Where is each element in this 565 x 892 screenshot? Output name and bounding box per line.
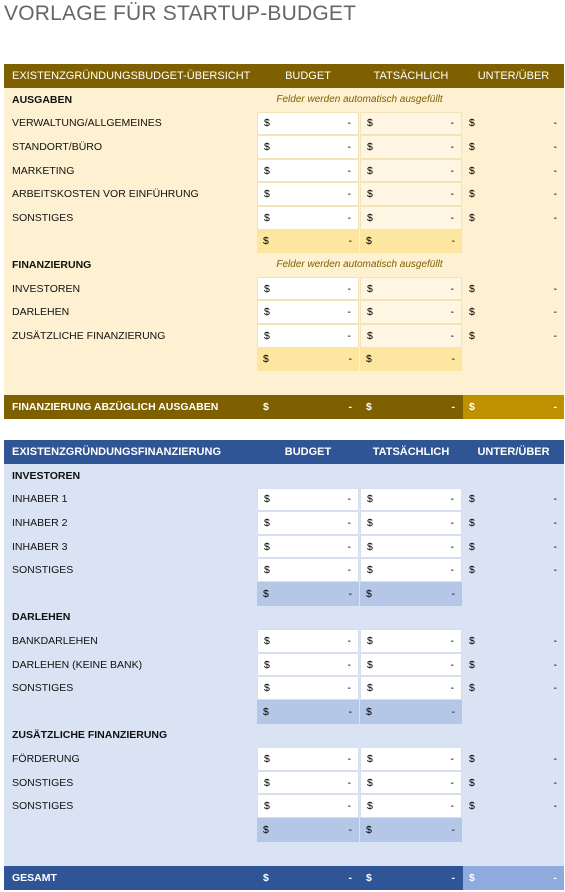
row-label: STANDORT/BÜRO — [12, 140, 103, 153]
actual-cell[interactable]: $ - — [360, 535, 462, 559]
table-row — [4, 794, 564, 818]
financing-heading: FINANZIERUNG — [12, 258, 92, 271]
actual-cell[interactable]: $ - — [360, 771, 462, 795]
budget-cell[interactable]: $ - — [257, 535, 359, 559]
table-row — [4, 535, 564, 559]
table-row — [4, 771, 564, 795]
overview-header-actual: TATSÄCHLICH — [373, 70, 449, 82]
additional-total-row — [4, 818, 564, 842]
actual-cell[interactable]: $ - — [360, 135, 462, 159]
variance-cell: $ - — [469, 117, 557, 130]
row-label: FÖRDERUNG — [12, 752, 80, 765]
budget-cell[interactable]: $ - — [257, 182, 359, 206]
row-label: SONSTIGES — [12, 800, 74, 813]
actual-cell[interactable]: $ - — [360, 558, 462, 582]
actual-cell[interactable]: $ - — [360, 182, 462, 206]
additional-total-budget: $ - — [257, 818, 359, 842]
financing-header-budget: BUDGET — [284, 446, 332, 458]
row-label: SONSTIGES — [12, 776, 74, 789]
overview-header-label: EXISTENZGRÜNDUNGSBUDGET-ÜBERSICHT — [12, 70, 251, 82]
financing-heading-row — [4, 253, 564, 277]
variance-cell: $ - — [469, 564, 557, 577]
expenses-total-row — [4, 230, 564, 254]
financing-header-variance: UNTER/ÜBER — [477, 446, 550, 458]
net-row — [4, 395, 564, 419]
table-row — [4, 112, 564, 136]
row-label: MARKETING — [12, 164, 75, 177]
actual-cell[interactable]: $ - — [360, 747, 462, 771]
variance-cell: $ - — [469, 658, 557, 671]
actual-cell[interactable]: $ - — [360, 629, 462, 653]
table-row — [4, 558, 564, 582]
grand-total-variance: $ - — [463, 866, 564, 890]
loans-heading: DARLEHEN — [12, 611, 71, 624]
table-row — [4, 511, 564, 535]
overview-header-budget: BUDGET — [285, 70, 331, 82]
page-title: VORLAGE FÜR STARTUP-BUDGET — [4, 2, 357, 25]
budget-cell[interactable]: $ - — [257, 112, 359, 136]
variance-cell: $ - — [469, 800, 557, 813]
variance-cell: $ - — [469, 634, 557, 647]
expenses-total-budget: $ - — [257, 230, 359, 254]
row-label: BANKDARLEHEN — [12, 634, 98, 647]
table-row — [4, 182, 564, 206]
financing-header-row — [4, 440, 564, 464]
variance-cell: $ - — [469, 282, 557, 295]
expenses-heading-row — [4, 88, 564, 112]
actual-cell[interactable]: $ - — [360, 794, 462, 818]
budget-cell[interactable]: $ - — [257, 558, 359, 582]
variance-cell: $ - — [469, 164, 557, 177]
budget-cell[interactable]: $ - — [257, 771, 359, 795]
variance-cell: $ - — [469, 493, 557, 506]
actual-cell[interactable]: $ - — [360, 511, 462, 535]
row-label: INHABER 3 — [12, 540, 68, 553]
budget-cell[interactable]: $ - — [257, 159, 359, 183]
row-label: INHABER 2 — [12, 516, 68, 529]
grand-total-row — [4, 866, 564, 890]
net-label: FINANZIERUNG ABZÜGLICH AUSGABEN — [12, 401, 219, 414]
variance-cell: $ - — [469, 306, 557, 319]
budget-cell[interactable]: $ - — [257, 300, 359, 324]
table-row — [4, 159, 564, 183]
actual-cell[interactable]: $ - — [360, 300, 462, 324]
auto-fill-note: Felder werden automatisch ausgefüllt — [276, 94, 443, 106]
row-label: INVESTOREN — [12, 282, 81, 295]
budget-cell[interactable]: $ - — [257, 747, 359, 771]
budget-cell[interactable]: $ - — [257, 629, 359, 653]
variance-cell: $ - — [469, 211, 557, 224]
actual-cell[interactable]: $ - — [360, 277, 462, 301]
investors-total-row — [4, 582, 564, 606]
row-label: SONSTIGES — [12, 564, 74, 577]
financing-total-budget: $ - — [257, 348, 359, 372]
budget-cell[interactable]: $ - — [257, 277, 359, 301]
additional-heading: ZUSÄTZLICHE FINANZIERUNG — [12, 729, 168, 742]
actual-cell[interactable]: $ - — [360, 488, 462, 512]
loans-heading-row — [4, 606, 564, 630]
row-label: ARBEITSKOSTEN VOR EINFÜHRUNG — [12, 188, 199, 201]
row-label: INHABER 1 — [12, 493, 68, 506]
budget-cell[interactable]: $ - — [257, 676, 359, 700]
row-label: VERWALTUNG/ALLGEMEINES — [12, 117, 162, 130]
actual-cell[interactable]: $ - — [360, 324, 462, 348]
budget-cell[interactable]: $ - — [257, 653, 359, 677]
actual-cell[interactable]: $ - — [360, 653, 462, 677]
investors-heading-row — [4, 464, 564, 488]
grand-total-actual: $ - — [366, 871, 455, 884]
auto-fill-note: Felder werden automatisch ausgefüllt — [276, 259, 443, 271]
row-label: DARLEHEN — [12, 306, 70, 319]
budget-cell[interactable]: $ - — [257, 206, 359, 230]
investors-heading: INVESTOREN — [12, 469, 81, 482]
table-row — [4, 300, 564, 324]
variance-cell: $ - — [469, 140, 557, 153]
investors-total-budget: $ - — [257, 582, 359, 606]
loans-total-budget: $ - — [257, 700, 359, 724]
actual-cell[interactable]: $ - — [360, 112, 462, 136]
financing-header-actual: TATSÄCHLICH — [372, 446, 450, 458]
overview-body — [4, 88, 564, 395]
table-row — [4, 653, 564, 677]
investors-total-actual: $ - — [360, 582, 462, 606]
budget-overview-table — [4, 64, 564, 419]
net-variance: $ - — [463, 395, 564, 419]
table-row — [4, 488, 564, 512]
actual-cell[interactable]: $ - — [360, 206, 462, 230]
table-row — [4, 135, 564, 159]
actual-cell[interactable]: $ - — [360, 159, 462, 183]
variance-cell: $ - — [469, 516, 557, 529]
row-label: ZUSÄTZLICHE FINANZIERUNG — [12, 329, 166, 342]
variance-cell: $ - — [469, 540, 557, 553]
table-row — [4, 206, 564, 230]
loans-total-row — [4, 700, 564, 724]
additional-total-actual: $ - — [360, 818, 462, 842]
overview-header-row — [4, 64, 564, 88]
variance-cell: $ - — [469, 776, 557, 789]
variance-cell: $ - — [469, 752, 557, 765]
loans-total-actual: $ - — [360, 700, 462, 724]
financing-total-actual: $ - — [360, 348, 462, 372]
variance-cell: $ - — [469, 682, 557, 695]
table-row — [4, 747, 564, 771]
table-row — [4, 676, 564, 700]
overview-header-variance: UNTER/ÜBER — [477, 70, 550, 82]
budget-cell[interactable]: $ - — [257, 488, 359, 512]
grand-total-label: GESAMT — [12, 871, 57, 884]
net-actual: $ - — [366, 401, 455, 414]
variance-cell: $ - — [469, 188, 557, 201]
additional-heading-row — [4, 724, 564, 748]
budget-cell[interactable]: $ - — [257, 511, 359, 535]
financing-header-label: EXISTENZGRÜNDUNGSFINANZIERUNG — [12, 446, 222, 458]
budget-cell[interactable]: $ - — [257, 324, 359, 348]
grand-total-budget: $ - — [263, 871, 352, 884]
actual-cell[interactable]: $ - — [360, 676, 462, 700]
table-row — [4, 324, 564, 348]
expenses-heading: AUSGABEN — [12, 93, 73, 106]
net-budget: $ - — [263, 401, 352, 414]
financing-body — [4, 464, 564, 866]
row-label: SONSTIGES — [12, 682, 74, 695]
budget-cell[interactable]: $ - — [257, 135, 359, 159]
variance-cell: $ - — [469, 329, 557, 342]
row-label: SONSTIGES — [12, 211, 74, 224]
financing-table — [4, 440, 564, 890]
table-row — [4, 277, 564, 301]
row-label: DARLEHEN (KEINE BANK) — [12, 658, 143, 671]
table-row — [4, 629, 564, 653]
financing-total-row — [4, 348, 564, 372]
budget-cell[interactable]: $ - — [257, 794, 359, 818]
expenses-total-actual: $ - — [360, 230, 462, 254]
